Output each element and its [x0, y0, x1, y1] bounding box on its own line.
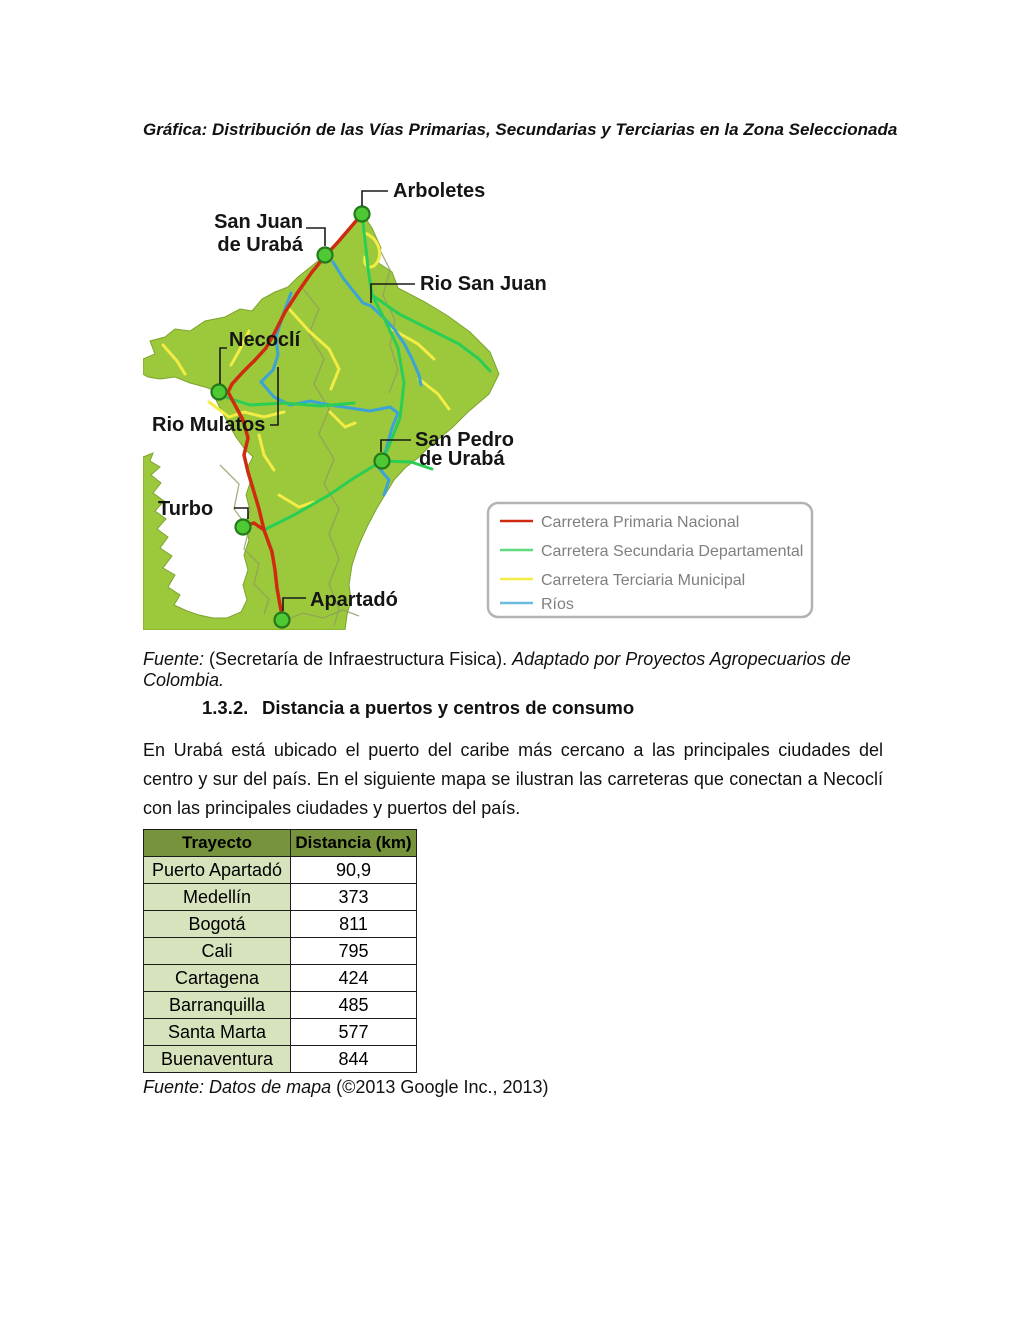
table-row	[144, 857, 417, 884]
town-dot-apartado	[275, 613, 290, 628]
figure-title: Gráfica: Distribución de las Vías Primarias, Secundarias y Terciarias en la Zona Seleccionada	[143, 120, 898, 139]
label-san-pedro-line2: de Urabá	[419, 448, 505, 470]
col-header-distancia: Distancia (km)	[291, 830, 417, 857]
label-san-pedro-line1: San Pedro	[415, 429, 514, 451]
legend-item-tertiary: Carretera Terciaria Municipal	[541, 572, 746, 589]
section-title: Distancia a puertos y centros de consumo	[262, 697, 635, 718]
source-suffix: Adaptado por Proyectos Agropecuarios de Colombia.	[143, 649, 851, 690]
legend-item-rivers: Ríos	[541, 596, 574, 613]
label-rio-san-juan: Rio San Juan	[420, 273, 547, 295]
table-row	[144, 1019, 417, 1046]
town-dot-necocli	[212, 385, 227, 400]
cell-trayecto: Santa Marta	[144, 1019, 291, 1046]
table-row	[144, 1046, 417, 1073]
legend-item-primary: Carretera Primaria Nacional	[541, 514, 740, 531]
uraba-road-map	[143, 165, 823, 630]
cell-distancia: 485	[291, 992, 417, 1019]
section-heading	[202, 697, 634, 719]
table-header-row	[144, 830, 417, 857]
source-italic: Fuente: Datos de mapa	[143, 1077, 337, 1097]
label-necocli: Necoclí	[229, 329, 301, 351]
body-paragraph: En Urabá está ubicado el puerto del caribe más cercano a las principales ciudades del centro y sur del país. En el siguiente mapa se ilustran las carreteras que conectan a Necoclí con las principales ciudades y puertos del país.	[143, 740, 883, 818]
label-apartado: Apartadó	[310, 589, 398, 611]
cell-trayecto: Cartagena	[144, 965, 291, 992]
map-source-caption	[143, 649, 903, 691]
cell-distancia: 424	[291, 965, 417, 992]
col-header-trayecto: Trayecto	[144, 830, 291, 857]
table-row	[144, 992, 417, 1019]
cell-distancia: 90,9	[291, 857, 417, 884]
town-dot-san-pedro-de-uraba	[375, 454, 390, 469]
town-dot-arboletes	[355, 207, 370, 222]
label-turbo: Turbo	[158, 498, 214, 520]
cell-distancia: 811	[291, 911, 417, 938]
source-plain: (Secretaría de Infraestructura Fisica).	[204, 649, 513, 669]
table-source-caption	[143, 1077, 903, 1098]
cell-trayecto: Medellín	[144, 884, 291, 911]
town-dot-turbo	[236, 520, 251, 535]
label-arboletes: Arboletes	[393, 180, 486, 202]
section-number: 1.3.2.	[202, 697, 249, 718]
distance-table	[143, 829, 417, 1073]
label-rio-mulatos: Rio Mulatos	[152, 414, 266, 436]
table-row	[144, 884, 417, 911]
cell-trayecto: Barranquilla	[144, 992, 291, 1019]
map-legend	[488, 503, 812, 617]
table-row	[144, 911, 417, 938]
cell-trayecto: Buenaventura	[144, 1046, 291, 1073]
cell-trayecto: Cali	[144, 938, 291, 965]
legend-item-secondary: Carretera Secundaria Departamental	[541, 543, 804, 560]
cell-distancia: 373	[291, 884, 417, 911]
town-dot-san-juan-de-uraba	[318, 248, 333, 263]
label-san-juan-line2: de Urabá	[217, 234, 303, 256]
cell-trayecto: Bogotá	[144, 911, 291, 938]
source-prefix: Fuente:	[143, 649, 205, 669]
table-row	[144, 938, 417, 965]
cell-distancia: 795	[291, 938, 417, 965]
cell-distancia: 844	[291, 1046, 417, 1073]
cell-trayecto: Puerto Apartadó	[144, 857, 291, 884]
road-map-figure	[143, 165, 823, 630]
label-san-juan-line1: San Juan	[214, 211, 303, 233]
source-plain: (©2013 Google Inc., 2013)	[336, 1077, 549, 1097]
table-row	[144, 965, 417, 992]
cell-distancia: 577	[291, 1019, 417, 1046]
